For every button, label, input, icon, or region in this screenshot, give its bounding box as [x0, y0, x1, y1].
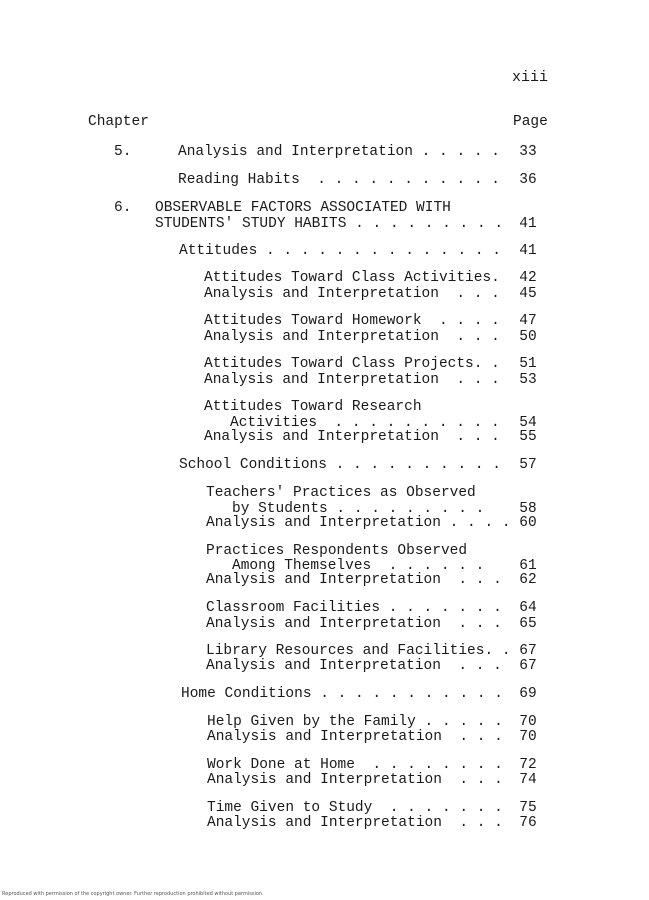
toc-entry-page: 72 [519, 757, 537, 773]
section-title: School Conditions . . . . . . . . . . [179, 457, 501, 473]
toc-entry-page: 54 [519, 415, 537, 431]
subsection-title: Help Given by the Family . . . . . [207, 714, 503, 730]
toc-entry-page: 67 [519, 658, 537, 674]
subsection-title: Analysis and Interpretation . . . [206, 572, 502, 588]
toc-entry-page: 53 [519, 372, 537, 388]
subsection-title: Analysis and Interpretation . . . [207, 729, 503, 745]
subsection-title-line-1: Attitudes Toward Research [204, 399, 422, 415]
toc-entry-page: 33 [519, 144, 537, 160]
subsection-title: Analysis and Interpretation . . . [204, 372, 500, 388]
subsection-title: Classroom Facilities . . . . . . . [206, 600, 502, 616]
subsection-title: Library Resources and Facilities. . [206, 643, 511, 659]
toc-entry-page: 50 [519, 329, 537, 345]
toc-entry-page: 70 [519, 729, 537, 745]
section-title: Attitudes . . . . . . . . . . . . . . [179, 243, 501, 259]
toc-entry-page: 61 [519, 558, 537, 574]
section-title: Home Conditions . . . . . . . . . . . [181, 686, 503, 702]
toc-entry-page: 65 [519, 616, 537, 632]
subsection-title-line-2: by Students . . . . . . . . . [232, 501, 485, 517]
subsection-title-line-1: Practices Respondents Observed [206, 543, 468, 559]
toc-entry-page: 75 [519, 800, 537, 816]
subsection-title-line-2: Among Themselves . . . . . . [232, 558, 485, 574]
subsection-title: Analysis and Interpretation . . . [207, 815, 503, 831]
toc-entry-page: 62 [519, 572, 537, 588]
toc-entry-page: 57 [519, 457, 537, 473]
subsection-title: Attitudes Toward Class Activities. [204, 270, 500, 286]
toc-entry-page: 74 [519, 772, 537, 788]
page-number: xiii [512, 69, 549, 86]
toc-entry-page: 47 [519, 313, 537, 329]
subsection-title: Analysis and Interpretation . . . [206, 616, 502, 632]
subsection-title: Analysis and Interpretation . . . . [206, 515, 511, 531]
toc-entry-page: 41 [519, 243, 537, 259]
page-column-heading: Page [513, 114, 548, 130]
toc-entry-title: Reading Habits . . . . . . . . . . . [178, 172, 500, 188]
toc-entry-page: 55 [519, 429, 537, 445]
toc-entry-page: 36 [519, 172, 537, 188]
subsection-title: Attitudes Toward Class Projects. . [204, 356, 500, 372]
toc-entry-page: 41 [519, 216, 537, 232]
toc-entry-page: 64 [519, 600, 537, 616]
toc-entry-page: 58 [519, 501, 537, 517]
toc-entry-page: 67 [519, 643, 537, 659]
toc-entry-title: Analysis and Interpretation . . . . . [178, 144, 500, 160]
subsection-title-line-2: Activities . . . . . . . . . . [230, 415, 500, 431]
subsection-title: Attitudes Toward Homework . . . . [204, 313, 500, 329]
toc-entry-page: 69 [519, 686, 537, 702]
toc-entry-page: 51 [519, 356, 537, 372]
scan-watermark: Reproduced with permission of the copyright owner. Further reproduction prohibited without permission. [2, 891, 264, 897]
chapter-title-line-1: OBSERVABLE FACTORS ASSOCIATED WITH [155, 200, 451, 216]
chapter-number: 5. [114, 144, 132, 160]
toc-entry-page: 70 [519, 714, 537, 730]
chapter-number: 6. [114, 200, 132, 216]
toc-entry-page: 42 [519, 270, 537, 286]
subsection-title: Work Done at Home . . . . . . . . [207, 757, 503, 773]
subsection-title: Analysis and Interpretation . . . [204, 286, 500, 302]
toc-entry-page: 60 [519, 515, 537, 531]
subsection-title: Analysis and Interpretation . . . [204, 429, 500, 445]
chapter-column-heading: Chapter [88, 114, 149, 130]
toc-entry-page: 45 [519, 286, 537, 302]
subsection-title: Analysis and Interpretation . . . [204, 329, 500, 345]
subsection-title: Analysis and Interpretation . . . [206, 658, 502, 674]
subsection-title-line-1: Teachers' Practices as Observed [206, 485, 476, 501]
subsection-title: Time Given to Study . . . . . . . [207, 800, 503, 816]
chapter-title-line-2: STUDENTS' STUDY HABITS . . . . . . . . . [155, 216, 504, 232]
toc-entry-page: 76 [519, 815, 537, 831]
subsection-title: Analysis and Interpretation . . . [207, 772, 503, 788]
